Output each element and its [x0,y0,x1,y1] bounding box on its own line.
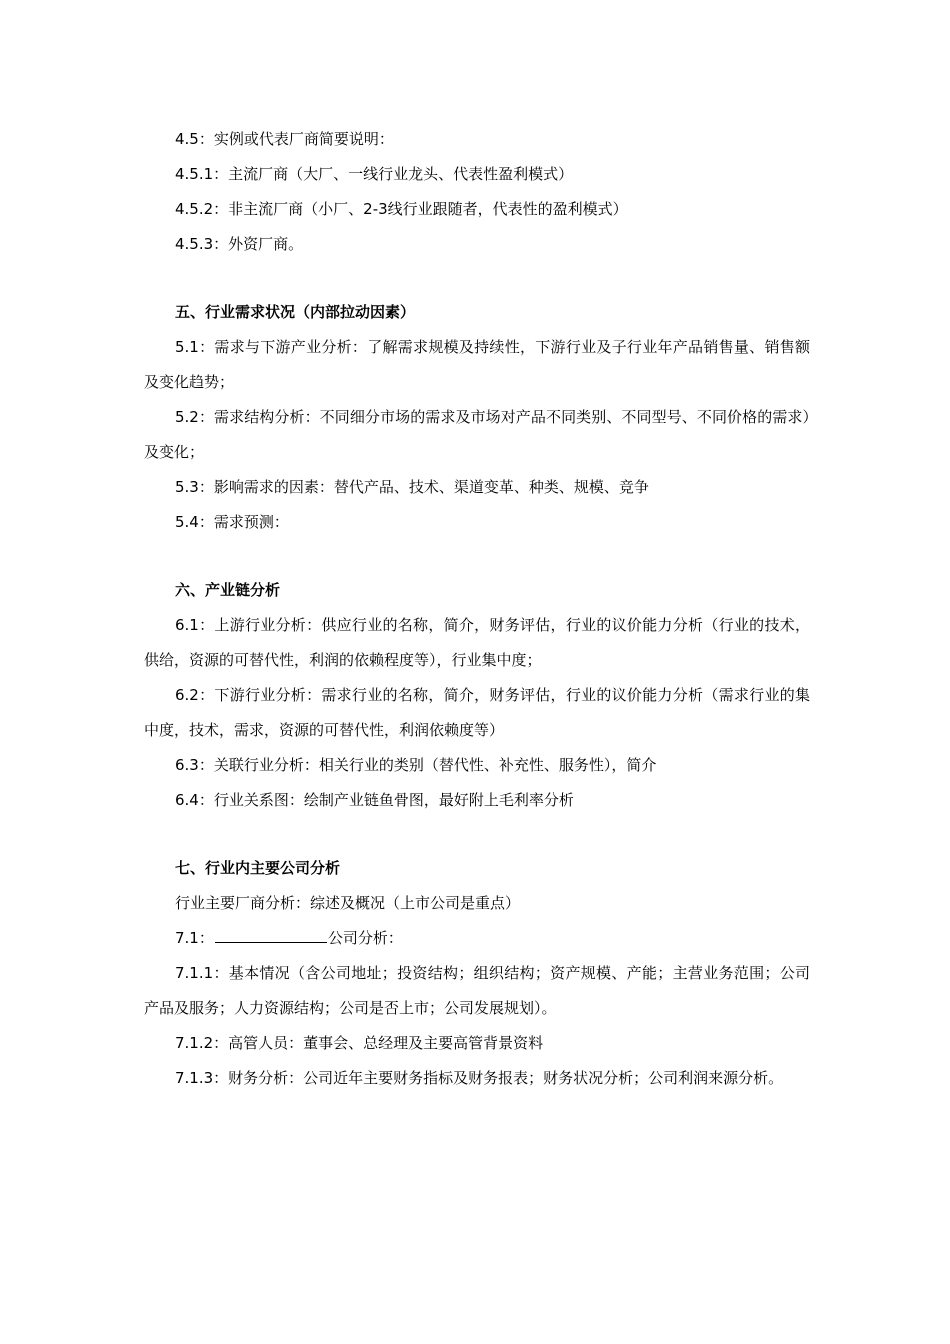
para-6-3: 6.3：关联行业分析：相关行业的类别（替代性、补充性、服务性），简介 [175,756,657,774]
para-7-1-1: 7.1.1：基本情况（含公司地址；投资结构；组织结构；资产规模、产能；主营业务范围；公司产品及服务；人力资源结构；公司是否上市；公司发展规划）。 [144,964,810,1017]
para-4-5-2: 4.5.2：非主流厂商（小厂、2-3线行业跟随者，代表性的盈利模式） [175,200,628,218]
para-7-1-2: 7.1.2：高管人员：董事会、总经理及主要高管背景资料 [175,1034,544,1052]
para-5-4: 5.4：需求预测： [175,513,289,531]
section-6-heading: 六、产业链分析 [175,581,281,599]
para-7-intro: 行业主要厂商分析：综述及概况（上市公司是重点） [175,894,521,912]
company-name-blank [215,924,327,943]
para-5-2: 5.2：需求结构分析：不同细分市场的需求及市场对产品不同类别、不同型号、不同价格的需求）及变化； [144,408,810,461]
section-spacer [144,540,810,573]
para-6-2: 6.2：下游行业分析：需求行业的名称，简介，财务评估，行业的议价能力分析（需求行业的集中度，技术，需求，资源的可替代性，利润依赖度等） [144,686,810,739]
section-5-heading: 五、行业需求状况（内部拉动因素） [175,303,416,321]
para-4-5-1: 4.5.1：主流厂商（大厂、一线行业龙头、代表性盈利模式） [175,165,574,183]
para-4-5-3: 4.5.3：外资厂商。 [175,235,304,253]
section-7-heading: 七、行业内主要公司分析 [175,859,341,877]
para-7-1 [144,921,810,956]
para-7-1-suffix: 公司分析： [327,929,403,947]
para-5-1: 5.1：需求与下游产业分析：了解需求规模及持续性，下游行业及子行业年产品销售量、销售额及变化趋势； [144,338,810,391]
para-7-1-3: 7.1.3：财务分析：公司近年主要财务指标及财务报表；财务状况分析；公司利润来源分析。 [175,1069,784,1087]
para-5-3: 5.3：影响需求的因素：替代产品、技术、渠道变革、种类、规模、竞争 [175,478,649,496]
section-spacer [144,818,810,851]
para-6-1: 6.1：上游行业分析：供应行业的名称，简介，财务评估，行业的议价能力分析（行业的技术，供给，资源的可替代性，利润的依赖程度等），行业集中度； [144,616,810,669]
section-spacer [144,262,810,295]
para-4-5: 4.5：实例或代表厂商简要说明： [175,130,394,148]
para-7-1-prefix: 7.1： [175,929,214,947]
para-6-4: 6.4：行业关系图：绘制产业链鱼骨图，最好附上毛利率分析 [175,791,574,809]
document-body [144,122,810,1096]
